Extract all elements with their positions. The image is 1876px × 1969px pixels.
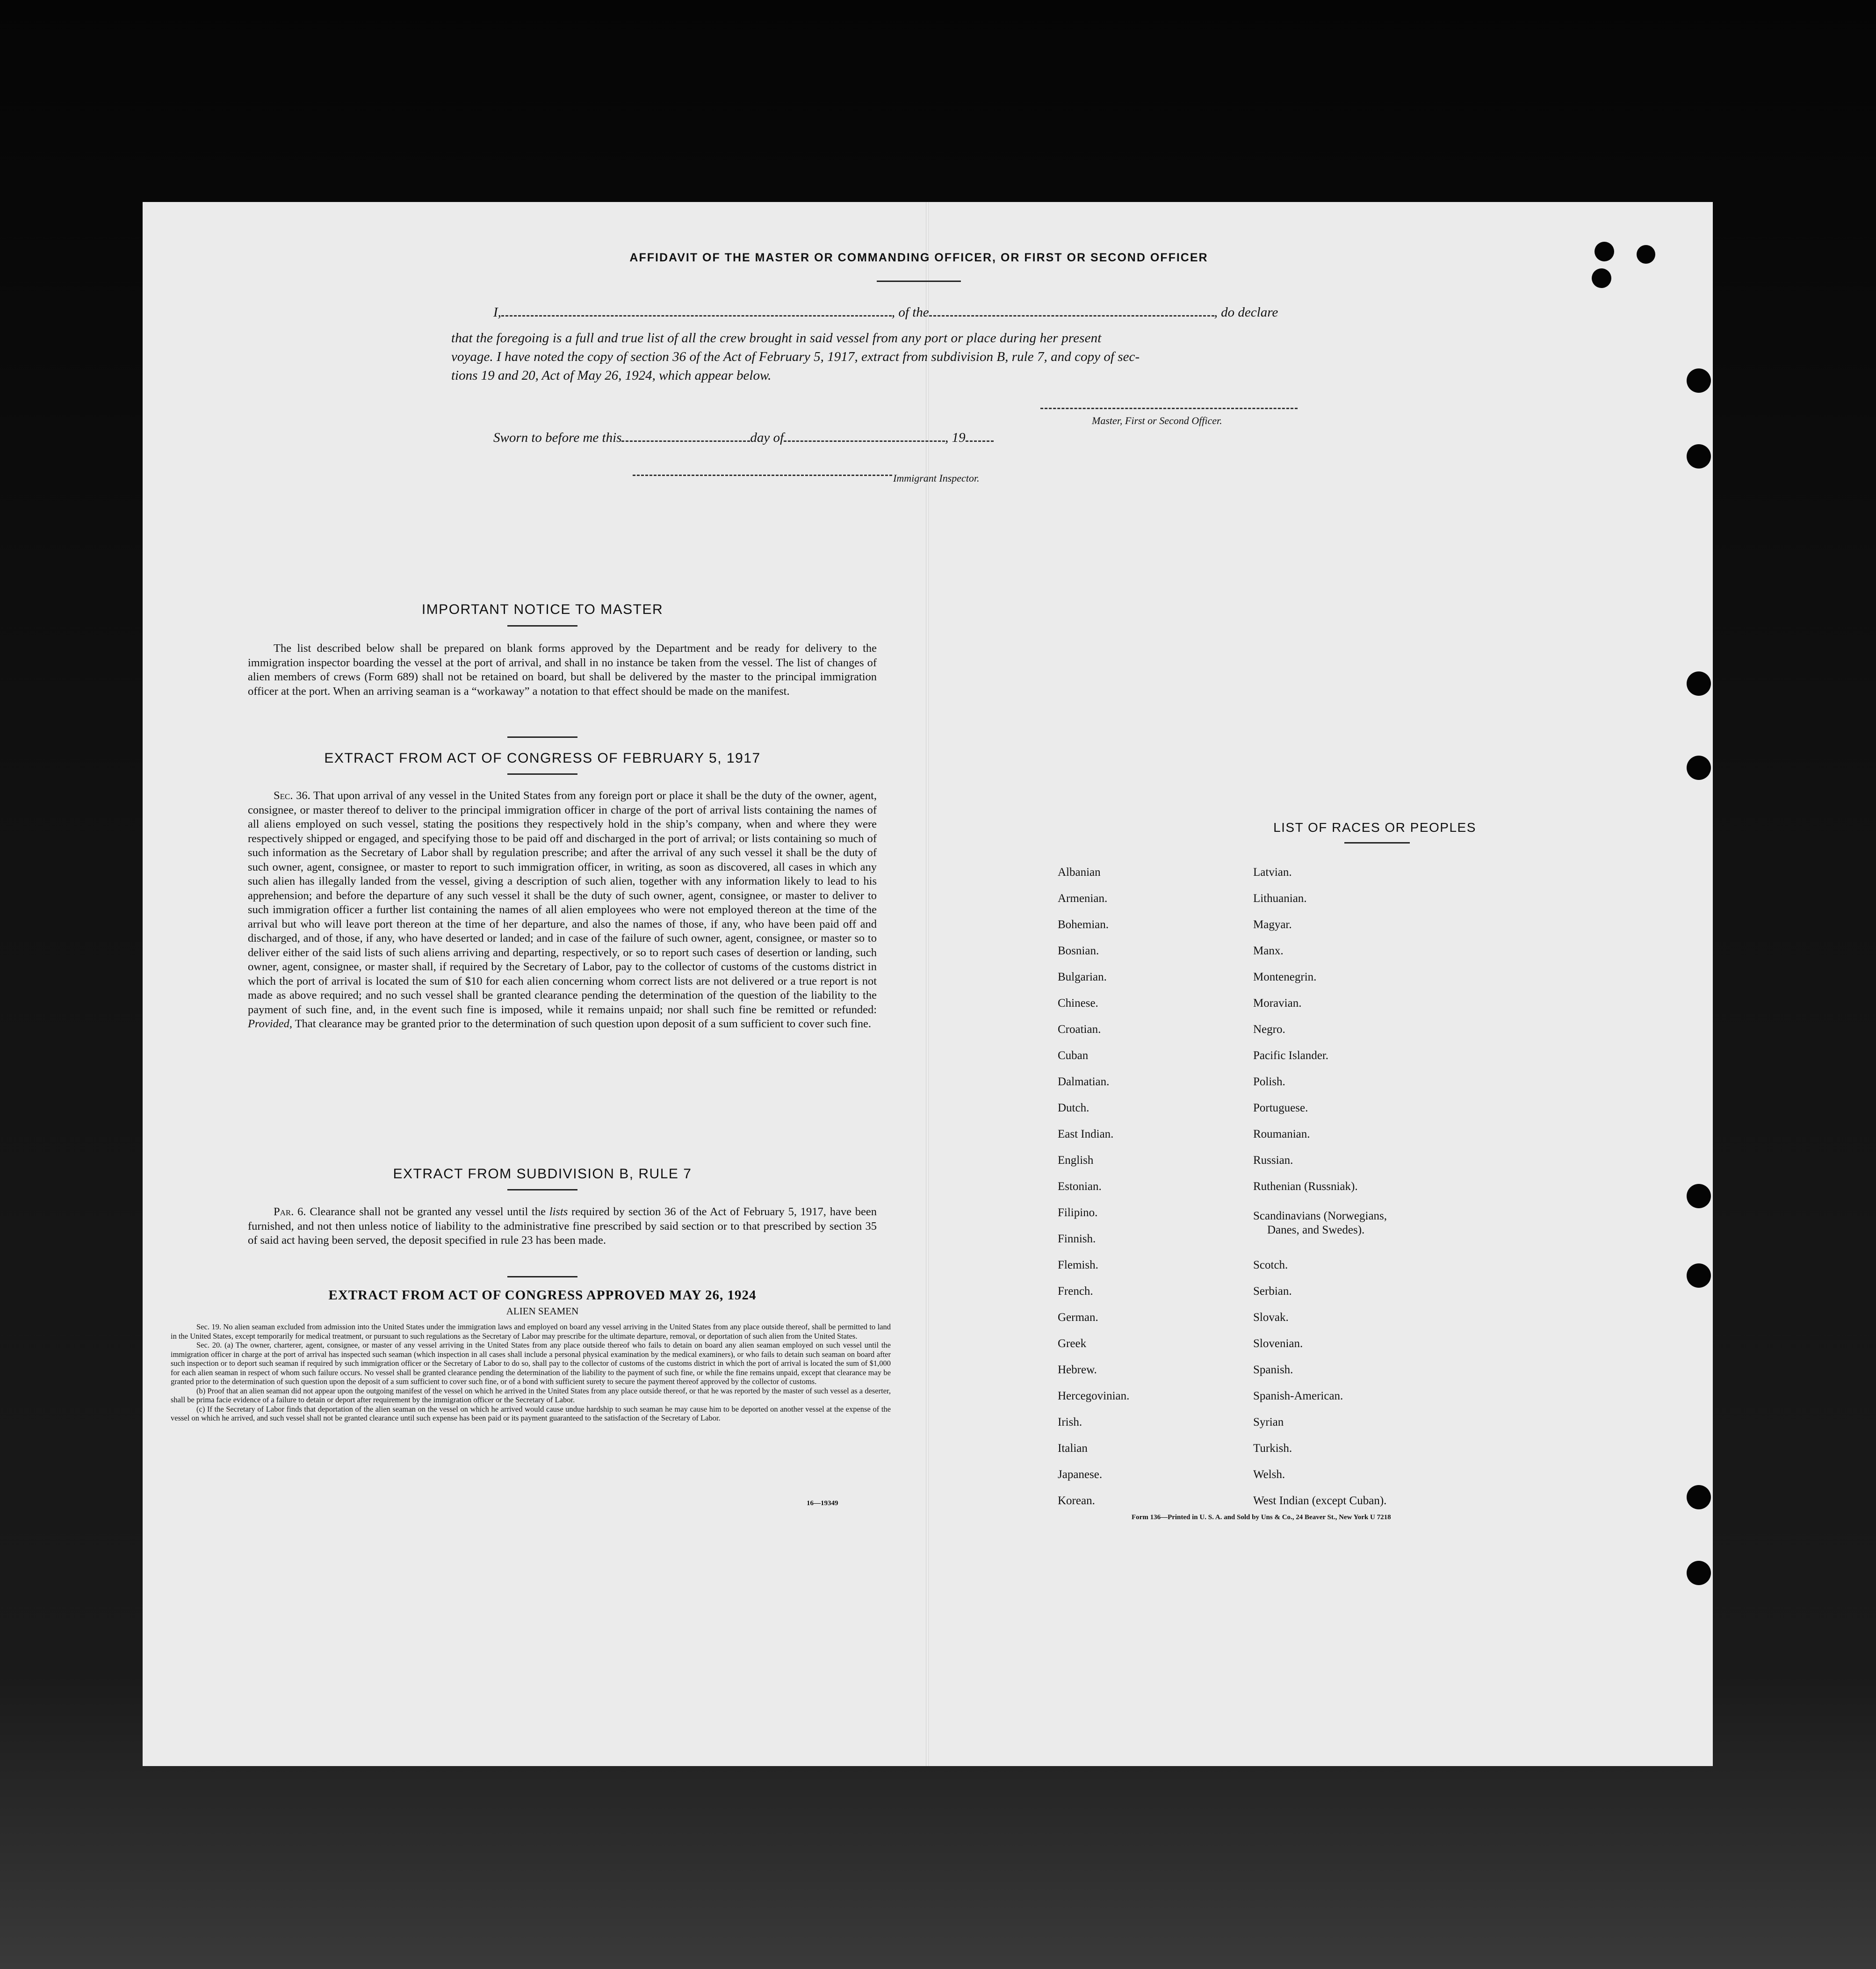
races-left-column — [1058, 866, 1263, 1521]
punch-hole — [1687, 756, 1711, 780]
notice-text: The list described below shall be prepared on blank forms approved by the Department and be ready for delivery to the immigration inspector boarding the vessel at the port of arrival, and shall in no instance be taken from the vessel. The list of changes of alien members of crews (Form 689) shall not be retained on board, but shall be delivered by the master to the principal immigration officer at the port. When an arriving seaman is a “workaway” a notation to that effect should be made on the manifest. — [248, 642, 877, 698]
sec-19-text: Sec. 19. No alien seaman excluded from admission into the United States under the immigration laws and employed on board any vessel arriving in the United States from any place outside thereof, shall be permitted to land in the United States, except temporarily for medical treatment, or pursuant to such regulations as the Secretary of Labor may prescribe for the ultimate departure, removal, or deportation of such alien from the United States. — [171, 1322, 891, 1341]
punch-hole — [1687, 1184, 1711, 1208]
race-item: Slovak. — [1253, 1311, 1289, 1324]
vessel-blank[interactable] — [929, 306, 1214, 317]
subdivision-b-bottom-rule — [507, 1276, 577, 1277]
race-item: Scotch. — [1253, 1259, 1288, 1271]
act-1917-text — [248, 789, 877, 1031]
race-item: Flemish. — [1058, 1259, 1098, 1271]
sec-20c-text: (c) If the Secretary of Labor finds that deportation of the alien seaman on the vessel on which he arrived would cause undue hardship to such seaman he may cause him to be deported on another vessel at the expense of the vessel on which he arrived, and such vessel shall not be granted clearance until such expense has been paid or its payment guaranteed to the satisfaction of the Secretary of Labor. — [171, 1404, 891, 1422]
title-rule — [877, 281, 961, 282]
affidavit-i: I, — [493, 305, 501, 320]
race-item: German. — [1058, 1311, 1098, 1324]
races-right-column — [1253, 866, 1515, 1521]
race-item: Armenian. — [1058, 892, 1108, 905]
punch-hole — [1637, 245, 1655, 264]
race-item: Roumanian. — [1253, 1128, 1310, 1140]
affidavit-line-3: voyage. I have noted the copy of section 36 of the Act of February 5, 1917, extract from subdivision B, rule 7, and copy of sec- — [451, 349, 1140, 364]
race-item: Estonian. — [1058, 1180, 1102, 1193]
par-6-text-a: Clearance shall not be granted any vessel until the — [310, 1205, 546, 1218]
punch-hole — [1687, 1561, 1711, 1585]
inspector-signature-line[interactable] — [633, 475, 892, 476]
notice-rule — [507, 625, 577, 627]
race-item: Portuguese. — [1253, 1102, 1308, 1114]
affidavit-declaration-line — [451, 305, 1349, 320]
race-item: Negro. — [1253, 1023, 1285, 1036]
subdivision-b-title: EXTRACT FROM SUBDIVISION B, RULE 7 — [393, 1166, 692, 1182]
race-item: Serbian. — [1253, 1285, 1292, 1298]
race-item: Montenegrin. — [1253, 971, 1317, 983]
sworn-month-blank[interactable] — [784, 431, 945, 442]
race-item: Greek — [1058, 1337, 1087, 1350]
races-rule — [1344, 842, 1410, 844]
subdivision-b-text — [248, 1205, 877, 1248]
form-code: 16—19349 — [807, 1500, 838, 1507]
race-item: Ruthenian (Russniak). — [1253, 1180, 1358, 1193]
inspector-label: Immigrant Inspector. — [893, 472, 980, 484]
race-item: Dalmatian. — [1058, 1075, 1110, 1088]
punch-hole — [1687, 368, 1711, 393]
punch-hole — [1687, 444, 1711, 469]
race-item: Chinese. — [1058, 997, 1098, 1010]
race-item: Hercegovinian. — [1058, 1390, 1130, 1402]
punch-hole — [1687, 1263, 1711, 1288]
race-item: French. — [1058, 1285, 1093, 1298]
race-item: Finnish. — [1058, 1233, 1096, 1245]
race-item: Welsh. — [1253, 1468, 1285, 1481]
lists-word: lists — [549, 1205, 568, 1218]
race-item: Bosnian. — [1058, 945, 1099, 957]
day-of-label: day of — [750, 430, 784, 445]
race-item: Irish. — [1058, 1416, 1082, 1428]
race-item: Cuban — [1058, 1049, 1089, 1062]
affidavit-line-2: that the foregoing is a full and true list of all the crew brought in said vessel from any port or place during her present — [451, 331, 1102, 346]
race-item: Filipino. — [1058, 1206, 1098, 1219]
race-item: Magyar. — [1253, 918, 1292, 931]
affidavit-declare: , do declare — [1214, 305, 1278, 320]
sec-36-end: That clearance may be granted prior to the determination of such question upon deposit of a sum sufficient to cover such fine. — [295, 1017, 872, 1030]
race-item: Albanian — [1058, 866, 1101, 879]
affidavit-title: AFFIDAVIT OF THE MASTER OR COMMANDING OFFICER, OR FIRST OR SECOND OFFICER — [629, 251, 1208, 264]
race-item: Scandinavians (Norwegians, — [1253, 1210, 1387, 1222]
race-item: Turkish. — [1253, 1442, 1292, 1455]
race-item: Croatian. — [1058, 1023, 1101, 1036]
sec-36-body: That upon arrival of any vessel in the United States from any foreign port or place it shall be the duty of the owner, agent, consignee, or master thereof to deliver to the principal immigration officer in charge of the port of arrival lists containing the names of all aliens employed on such vessel, stating the positions they respectively hold in the ship’s company, when and where they were respectively shipped or engaged, and specifying those to be paid off and discharged in the port of arrival; or lists containing so much of such information as the Secretary of Labor shall by regulation prescribe; and after the arrival of any such vessel it shall be the duty of such owner, agent, consignee, or master to report to such immigration officer, in writing, as soon as discovered, all cases in which any such alien has illegally landed from the vessel, giving a description of such alien, together with any information likely to lead to his apprehension; and before the departure of any such vessel it shall be the duty of such owner, agent, consignee, or master to deliver to such immigration officer a further list containing the names of all alien employees who were not employed thereon at the time of the arrival but who will leave port thereon at the time of her departure, and also the names of those, if any, who have been paid off and discharged, and of those, if any, who have deserted or landed; and in case of the failure of such owner, agent, consignee, or master so to deliver either of the said lists of such aliens arriving and departing, respectively, or so to report such cases of desertion or landing, such owner, agent, consignee, or master shall, if required by the Secretary of Labor, pay to the collector of customs of the customs district in which the port of arrival is located the sum of $10 for each alien concerning whom correct lists are not delivered or a true report is not made as above required; and no such vessel shall be granted clearance pending the determination of the question of the liability to the payment of such fine, and, in the event such fine is imposed, while it remains unpaid; nor shall such fine be remitted or refunded: — [248, 789, 877, 1016]
par-6-text-b: required by section 36 of the Act of February 5, 1917, have been furnished, and not then unless notice of liability to the administrative fine prescribed by said section or to that prescribed by section 35 of said act having been served, the deposit specified in rule 23 has been made. — [248, 1205, 877, 1247]
race-item: Korean. — [1058, 1494, 1095, 1507]
provided-word: Provided, — [248, 1017, 293, 1030]
subdivision-b-rule — [507, 1189, 577, 1190]
race-item: Lithuanian. — [1253, 892, 1307, 905]
form-sheet — [143, 202, 1713, 1766]
race-item: East Indian. — [1058, 1128, 1114, 1140]
race-item: West Indian (except Cuban). — [1253, 1494, 1387, 1507]
sec-36-label: Sec. 36. — [274, 789, 310, 802]
race-item: Hebrew. — [1058, 1363, 1097, 1376]
punch-hole — [1592, 268, 1611, 288]
par-6-label: Par. 6. — [274, 1205, 306, 1218]
notice-bottom-rule — [507, 736, 577, 738]
race-item: Spanish. — [1253, 1363, 1293, 1376]
race-item: Slovenian. — [1253, 1337, 1303, 1350]
race-item: Latvian. — [1253, 866, 1292, 879]
race-item: Danes, and Swedes). — [1267, 1224, 1365, 1236]
race-item: Moravian. — [1253, 997, 1302, 1010]
race-item: Japanese. — [1058, 1468, 1103, 1481]
sworn-line — [493, 430, 1241, 446]
act-1917-rule — [507, 773, 577, 775]
race-item: Manx. — [1253, 945, 1284, 957]
race-item: Russian. — [1253, 1154, 1293, 1167]
master-signature-label: Master, First or Second Officer. — [1092, 415, 1222, 426]
race-item: Syrian — [1253, 1416, 1284, 1428]
sworn-label: Sworn to before me this — [493, 430, 622, 445]
act-1924-text — [171, 1322, 891, 1423]
races-title: LIST OF RACES OR PEOPLES — [1273, 820, 1476, 835]
race-item: Polish. — [1253, 1075, 1285, 1088]
sworn-year-blank[interactable] — [966, 431, 994, 442]
name-blank[interactable] — [501, 306, 892, 317]
act-1917-title: EXTRACT FROM ACT OF CONGRESS OF FEBRUARY 5, 1917 — [324, 750, 761, 766]
sworn-day-blank[interactable] — [621, 431, 750, 442]
race-item: English — [1058, 1154, 1094, 1167]
affidavit-line-4: tions 19 and 20, Act of May 26, 1924, which appear below. — [451, 368, 772, 383]
race-item: Italian — [1058, 1442, 1088, 1455]
act-1924-title: EXTRACT FROM ACT OF CONGRESS APPROVED MAY 26, 1924 — [328, 1288, 757, 1303]
printer-note: Form 136—Printed in U. S. A. and Sold by Uns & Co., 24 Beaver St., New York U 7218 — [1132, 1514, 1391, 1521]
notice-title: IMPORTANT NOTICE TO MASTER — [421, 602, 664, 617]
affidavit-of-the: , of the — [891, 305, 929, 320]
sec-20b-text: (b) Proof that an alien seaman did not appear upon the outgoing manifest of the vessel on which he arrived in the United States from any place outside thereof, or that he was reported by the master of such vessel as a deserter, shall be prima facie evidence of a failure to detain or deport after requirement by the immigration officer or the Secretary of Labor. — [171, 1386, 891, 1404]
alien-seamen-subtitle: ALIEN SEAMEN — [506, 1305, 579, 1317]
master-signature-line[interactable] — [1040, 408, 1298, 409]
punch-hole — [1687, 671, 1711, 696]
race-item: Dutch. — [1058, 1102, 1090, 1114]
sec-20a-text: Sec. 20. (a) The owner, charterer, agent, consignee, or master of any vessel arriving in the United States from any place outside thereof who fails to detain on board any alien seaman employed on such vessel until the immigration officer in charge at the port of arrival has inspected such seaman (which inspection in all cases shall include a personal physical examination by the medical examiners), or who fails to detain such seaman on board after such inspection or to deport such seaman if required by such immigration officer or the Secretary of Labor to do so, shall pay to the collector of customs of the customs district in which the port of arrival is located the sum of $1,000 for each alien seaman in respect of whom such failure occurs. No vessel shall be granted clearance pending the determination of the liability to the payment of such fine, or while the fine remains unpaid, except that clearance may be granted prior to the determination of such question upon the deposit of a sum sufficient to cover such fine, or of a bond with sufficient surety to secure the payment thereof approved by the collector of customs. — [171, 1341, 891, 1386]
punch-hole — [1687, 1485, 1711, 1509]
race-item: Bulgarian. — [1058, 971, 1107, 983]
punch-hole — [1595, 242, 1614, 261]
year-label: , 19 — [945, 430, 966, 445]
race-item: Bohemian. — [1058, 918, 1109, 931]
race-item: Spanish-American. — [1253, 1390, 1343, 1402]
race-item: Pacific Islander. — [1253, 1049, 1329, 1062]
